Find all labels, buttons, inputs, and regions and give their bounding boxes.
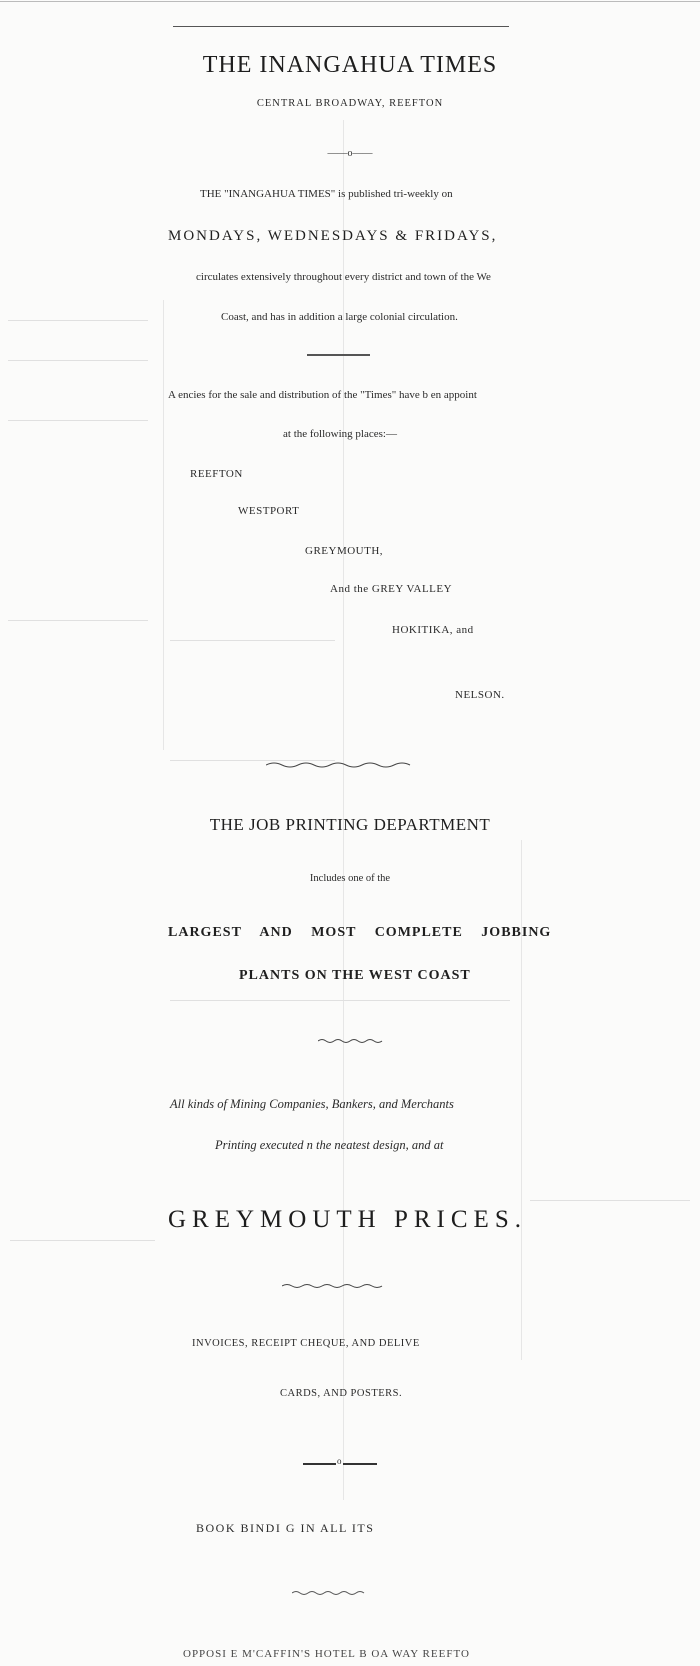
agency-place: WESTPORT bbox=[238, 505, 300, 517]
agency-place: REEFTON bbox=[190, 468, 243, 480]
cards-line: CARDS, AND POSTERS. bbox=[280, 1388, 403, 1399]
wavy-rule bbox=[292, 1590, 372, 1596]
bleed-line bbox=[8, 360, 148, 361]
circulation-line-1: circulates extensively throughout every district and town of the We bbox=[196, 271, 491, 283]
wavy-rule bbox=[282, 1283, 392, 1289]
bleed-line bbox=[8, 620, 148, 621]
bleed-line bbox=[530, 1200, 690, 1201]
column-divider bbox=[343, 120, 344, 1500]
largest-line: LARGEST AND MOST COMPLETE JOBBING bbox=[168, 925, 552, 940]
column-divider bbox=[163, 300, 164, 750]
bleed-line bbox=[8, 320, 148, 321]
bleed-line bbox=[10, 1240, 155, 1241]
agencies-line-2: at the following places:— bbox=[283, 428, 397, 440]
header-rule bbox=[173, 26, 509, 27]
agency-place: And the GREY VALLEY bbox=[330, 583, 453, 595]
greymouth-prices: GREYMOUTH PRICES. bbox=[168, 1206, 527, 1233]
agency-place: GREYMOUTH, bbox=[305, 545, 384, 557]
bleed-line bbox=[170, 640, 335, 641]
short-rule bbox=[307, 354, 370, 356]
column-divider bbox=[521, 840, 522, 1360]
plants-line: PLANTS ON THE WEST COAST bbox=[239, 968, 471, 983]
circulation-line-2: Coast, and has in addition a large colonial circulation. bbox=[221, 311, 458, 323]
wavy-rule bbox=[266, 760, 416, 768]
includes-line: Includes one of the bbox=[309, 873, 391, 884]
publication-days: MONDAYS, WEDNESDAYS & FRIDAYS, bbox=[168, 228, 498, 244]
agencies-line: A encies for the sale and distribution of the "Times" have b en appoint bbox=[168, 389, 477, 401]
address-line: CENTRAL BROADWAY, REEFTON bbox=[256, 98, 444, 109]
job-printing-heading: THE JOB PRINTING DEPARTMENT bbox=[209, 815, 491, 834]
mining-line: All kinds of Mining Companies, Bankers, and Merchants bbox=[170, 1097, 454, 1111]
masthead-title: THE INANGAHUA TIMES bbox=[202, 52, 498, 78]
top-border bbox=[0, 1, 700, 2]
bleed-line bbox=[8, 420, 148, 421]
agency-place: HOKITIKA, and bbox=[392, 624, 474, 636]
footer-address: OPPOSI E M'CAFFIN'S HOTEL B OA WAY REEFTO bbox=[183, 1648, 470, 1660]
book-binding-line: BOOK BINDI G IN ALL ITS bbox=[196, 1521, 375, 1535]
ornament-o: o bbox=[337, 1456, 342, 1466]
printing-line: Printing executed n the neatest design, and at bbox=[215, 1138, 444, 1152]
wavy-rule bbox=[318, 1038, 388, 1044]
publication-line: THE "INANGAHUA TIMES" is published tri-weekly on bbox=[200, 188, 453, 200]
agency-place: NELSON. bbox=[455, 689, 505, 701]
bleed-line bbox=[170, 1000, 510, 1001]
ornament-divider: ——o—— bbox=[327, 148, 373, 159]
invoices-line: INVOICES, RECEIPT CHEQUE, AND DELIVE bbox=[192, 1338, 420, 1349]
